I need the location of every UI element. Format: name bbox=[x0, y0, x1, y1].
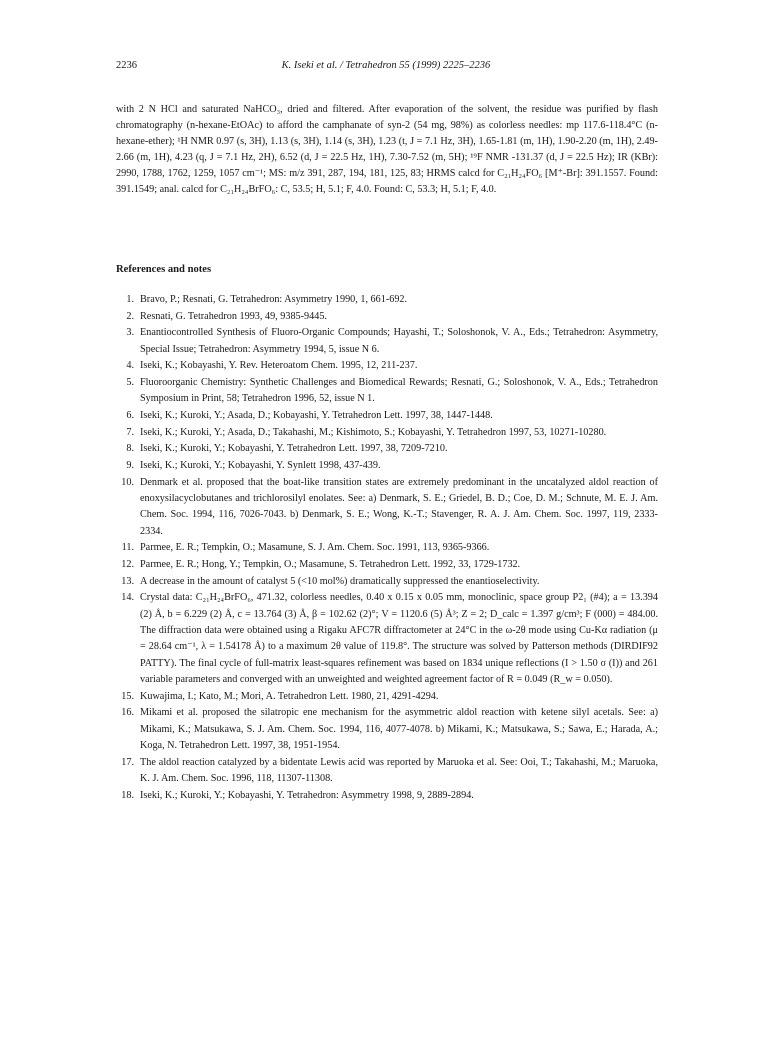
reference-number: 2. bbox=[126, 310, 134, 322]
reference-text: Mikami et al. proposed the silatropic ene mechanism for the asymmetric aldol reaction with ketene silyl acetals. See: a) Mikami, K.; Matsukawa, S. J. Am. Chem. Soc. 1994, 116, 4077-4078. b) Mikami, K.; Matsukawa, S.; Sawa, E.; Harada, A.; Koga, N. Tetrahedron Lett. 1997, 38, 1951-1954. bbox=[140, 707, 658, 751]
reference-number: 8. bbox=[126, 443, 134, 455]
reference-number: 18. bbox=[121, 789, 134, 801]
reference-item bbox=[116, 689, 658, 705]
reference-item bbox=[116, 540, 658, 556]
reference-number: 14. bbox=[121, 592, 134, 604]
reference-text: Iseki, K.; Kuroki, Y.; Kobayashi, Y. Tetrahedron: Asymmetry 1998, 9, 2889-2894. bbox=[140, 789, 474, 801]
reference-number: 4. bbox=[126, 360, 134, 372]
reference-number: 13. bbox=[121, 575, 134, 587]
reference-item bbox=[116, 309, 658, 325]
reference-text: The aldol reaction catalyzed by a bidentate Lewis acid was reported by Maruoka et al. See: Ooi, T.; Takahashi, M.; Maruoka, K. J. Am. Chem. Soc. 1996, 118, 11307-11308. bbox=[140, 756, 658, 784]
reference-number: 15. bbox=[121, 690, 134, 702]
reference-text: Iseki, K.; Kuroki, Y.; Asada, D.; Kobayashi, Y. Tetrahedron Lett. 1997, 38, 1447-1448. bbox=[140, 410, 493, 422]
reference-item bbox=[116, 705, 658, 754]
reference-text: Iseki, K.; Kuroki, Y.; Asada, D.; Takahashi, M.; Kishimoto, S.; Kobayashi, Y. Tetrahedron 1997, 53, 10271-10280. bbox=[140, 426, 607, 438]
reference-text: Iseki, K.; Kobayashi, Y. Rev. Heteroatom Chem. 1995, 12, 211-237. bbox=[140, 360, 418, 372]
reference-number: 9. bbox=[126, 460, 134, 472]
reference-number: 12. bbox=[121, 559, 134, 571]
reference-item bbox=[116, 425, 658, 441]
reference-item bbox=[116, 408, 658, 424]
page-number: 2236 bbox=[116, 60, 137, 71]
reference-item bbox=[116, 375, 658, 408]
reference-text: A decrease in the amount of catalyst 5 (<10 mol%) dramatically suppressed the enantioselectivity. bbox=[140, 575, 540, 587]
reference-item bbox=[116, 441, 658, 457]
reference-text: Kuwajima, I.; Kato, M.; Mori, A. Tetrahedron Lett. 1980, 21, 4291-4294. bbox=[140, 690, 439, 702]
reference-number: 3. bbox=[126, 327, 134, 339]
reference-number: 11. bbox=[121, 542, 134, 554]
reference-item bbox=[116, 475, 658, 540]
reference-text: Parmee, E. R.; Hong, Y.; Tempkin, O.; Masamune, S. Tetrahedron Lett. 1992, 33, 1729-1732. bbox=[140, 559, 521, 571]
reference-item bbox=[116, 358, 658, 374]
experimental-text bbox=[116, 102, 658, 199]
reference-text: Denmark et al. proposed that the boat-like transition states are extremely predominant in the uncatalyzed aldol reaction of enoxysilacyclobutanes and trichlorosilyl enolates. See: a) Denmark, S. E.; Griedel, B. D.; Coe, D. M.; Schnute, M. E. J. Am. Chem. Soc. 1994, 116, 7026-7043. b) Denmark, S. E.; Wong, K.-T.; Stavenger, R. A. J. Am. Chem. Soc. 1997, 119, 2333-2334. bbox=[140, 476, 658, 537]
reference-text: Bravo, P.; Resnati, G. Tetrahedron: Asymmetry 1990, 1, 661-692. bbox=[140, 294, 408, 305]
body-paragraph: with 2 N HCl and saturated NaHCO₃, dried and filtered. After evaporation of the solvent, the residue was purified by flash chromatography (n-hexane-EtOAc) to afford the camphanate of syn-2 (54 mg, 98%) as colorless needles: mp 117.6-118.4°C (n-hexane-ether); ¹H NMR 0.97 (s, 3H), 1.13 (s, 3H), 1.14 (s, 3H), 1.23 (t, J = 7.1 Hz, 3H), 1.65-1.81 (m, 1H), 1.90-2.20 (m, 1H), 2.49-2.66 (m, 1H), 4.23 (q, J = 7.1 Hz, 2H), 6.52 (d, J = 22.5 Hz, 1H), 7.30-7.52 (m, 5H); ¹⁹F NMR -131.37 (d, J = 22.5 Hz); IR (KBr): 2990, 1788, 1762, 1259, 1057 cm⁻¹; MS: m/z 391, 287, 194, 181, 125, 83; HRMS calcd for C₂₁H₂₄FO₆ [M⁺-Br]: 391.1557. Found: 391.1549; anal. calcd for C₂₁H₂₄BrFO₆: C, 53.5; H, 5.1; F, 4.0. Found: C, 53.3; H, 5.1; F, 4.0. bbox=[116, 104, 658, 196]
reference-text: Crystal data: C₂₁H₂₄BrFO₆, 471.32, colorless needles, 0.40 x 0.15 x 0.05 mm, monoclinic, space group P2₁ (#4); a = 13.394 (2) Å, b = 6.229 (2) Å, c = 13.764 (3) Å, β = 102.62 (2)°; V = 1120.6 (5) Å³; Z = 2; D_calc = 1.397 g/cm³; F (000) = 484.00. The diffraction data were obtained using a Rigaku AFC7R diffractometer at 24°C in the ω-2θ mode using Cu-Kα radiation (μ = 28.64 cm⁻¹, λ = 1.54178 Å) to a maximum 2θ value of 119.8°. The structure was solved by Patterson methods (DIRDIF92 PATTY). The final cycle of full-matrix least-squares refinement was based on 1834 unique reflections (I > 1.50 σ (I)) and 261 variable parameters and converged with an unweighted and weighted agreement factor of R = 0.049 (R_w = 0.050). bbox=[140, 592, 658, 685]
reference-text: Fluoroorganic Chemistry: Synthetic Challenges and Biomedical Rewards; Resnati, G.; Soloshonok, V. A., Eds.; Tetrahedron Symposium in Print, 58; Tetrahedron 1996, 52, issue N 1. bbox=[140, 377, 658, 405]
references-list bbox=[116, 292, 658, 804]
reference-item bbox=[116, 557, 658, 573]
running-head: K. Iseki et al. / Tetrahedron 55 (1999) 2225–2236 bbox=[281, 60, 491, 71]
reference-text: Parmee, E. R.; Tempkin, O.; Masamune, S. J. Am. Chem. Soc. 1991, 113, 9365-9366. bbox=[140, 542, 490, 554]
reference-item bbox=[116, 292, 658, 308]
reference-item bbox=[116, 574, 658, 590]
references-heading: References and notes bbox=[116, 264, 212, 275]
reference-item bbox=[116, 590, 658, 688]
page-header bbox=[116, 60, 656, 76]
reference-number: 6. bbox=[126, 410, 134, 422]
reference-number: 16. bbox=[121, 707, 134, 719]
reference-text: Iseki, K.; Kuroki, Y.; Kobayashi, Y. Synlett 1998, 437-439. bbox=[140, 460, 381, 472]
reference-item bbox=[116, 458, 658, 474]
reference-text: Iseki, K.; Kuroki, Y.; Kobayashi, Y. Tetrahedron Lett. 1997, 38, 7209-7210. bbox=[140, 443, 448, 455]
reference-number: 5. bbox=[126, 377, 134, 389]
reference-item bbox=[116, 755, 658, 788]
reference-item bbox=[116, 325, 658, 358]
reference-item bbox=[116, 788, 658, 804]
reference-number: 7. bbox=[126, 426, 134, 438]
reference-number: 17. bbox=[121, 756, 134, 768]
reference-text: Resnati, G. Tetrahedron 1993, 49, 9385-9445. bbox=[140, 310, 327, 322]
reference-number: 10. bbox=[121, 476, 134, 488]
reference-number: 1. bbox=[126, 294, 134, 305]
reference-text: Enantiocontrolled Synthesis of Fluoro-Organic Compounds; Hayashi, T.; Soloshonok, V. A., Eds.; Tetrahedron: Asymmetry, Special Issue; Tetrahedron: Asymmetry 1994, 5, issue N 6. bbox=[140, 327, 658, 355]
